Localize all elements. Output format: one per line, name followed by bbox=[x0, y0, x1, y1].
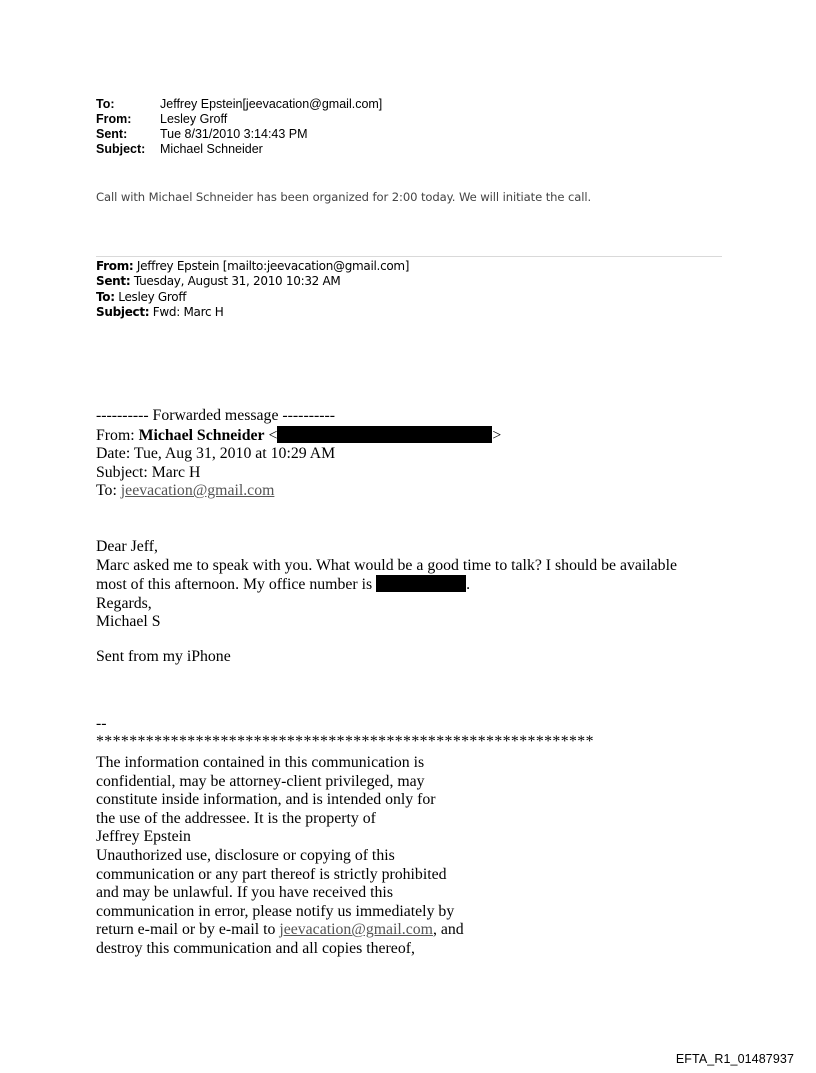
disclaimer-line bbox=[96, 921, 476, 940]
header-from-row bbox=[96, 112, 382, 127]
divider-rule bbox=[96, 256, 722, 257]
forwarded-from-close: > bbox=[492, 426, 502, 444]
forwarded-from-line bbox=[96, 426, 501, 446]
prev-from-value: Jeffrey Epstein [mailto:jeevacation@gmail.com] bbox=[136, 259, 410, 273]
redaction-email bbox=[277, 426, 492, 443]
previous-header bbox=[96, 259, 409, 320]
prev-subject-label: Subject: bbox=[96, 304, 150, 319]
forwarded-to-prefix: To: bbox=[96, 482, 121, 500]
header-to-row bbox=[96, 97, 382, 112]
disclaimer-line: constitute inside information, and is intended only for bbox=[96, 791, 436, 809]
subject-value: Michael Schneider bbox=[160, 142, 263, 156]
from-value: Lesley Groff bbox=[160, 112, 228, 126]
disclaimer-line: communication in error, please notify us immediately by bbox=[96, 902, 455, 920]
disclaimer-line: and may be unlawful. If you have received this bbox=[96, 884, 393, 902]
prev-sent-label: Sent: bbox=[96, 274, 131, 289]
disclaimer-line: destroy this communication and all copies thereof, bbox=[96, 939, 415, 957]
disclaimer-line: The information contained in this communication is bbox=[96, 754, 425, 771]
prev-sent-row bbox=[96, 274, 409, 289]
disclaimer-line: the use of the addressee. It is the property of bbox=[96, 809, 376, 827]
forwarded-divider: ---------- Forwarded message ---------- bbox=[96, 407, 336, 424]
disclaimer-stars: ************************************************************ bbox=[96, 733, 594, 750]
message-signature: Michael S bbox=[96, 613, 161, 631]
forwarded-block bbox=[96, 407, 501, 501]
disclaimer-line10-suffix: , and bbox=[432, 921, 464, 939]
message-greeting: Dear Jeff, bbox=[96, 538, 158, 555]
redaction-phone bbox=[376, 575, 466, 592]
from-label: From: bbox=[96, 112, 132, 126]
forwarded-to-email-link[interactable]: jeevacation@gmail.com bbox=[120, 482, 275, 500]
message-line2-prefix: most of this afternoon. My office number is bbox=[96, 576, 377, 594]
email-header bbox=[96, 97, 382, 157]
message-line1: Marc asked me to speak with you. What would be a good time to talk? I should be available bbox=[96, 556, 677, 574]
to-value: Jeffrey Epstein[jeevacation@gmail.com] bbox=[160, 97, 383, 111]
forwarded-from-open: < bbox=[268, 426, 278, 444]
sent-value: Tue 8/31/2010 3:14:43 PM bbox=[160, 127, 308, 141]
forwarded-from-name: Michael Schneider bbox=[138, 426, 265, 444]
forwarded-from-prefix: From: bbox=[96, 426, 139, 444]
header-subject-row bbox=[96, 142, 382, 157]
disclaimer-dash: -- bbox=[96, 715, 107, 732]
message-line2 bbox=[96, 575, 677, 595]
prev-to-value: Lesley Groff bbox=[118, 289, 187, 304]
message-body bbox=[96, 538, 677, 632]
to-label: To: bbox=[96, 97, 115, 111]
prev-subject-row bbox=[96, 305, 409, 320]
forwarded-subject-line: Subject: Marc H bbox=[96, 463, 201, 481]
prev-from-label: From: bbox=[96, 259, 134, 273]
message-line2-suffix: . bbox=[466, 576, 471, 594]
prev-to-row bbox=[96, 290, 409, 305]
subject-label: Subject: bbox=[96, 142, 146, 156]
document-id: EFTA_R1_01487937 bbox=[675, 1052, 794, 1066]
prev-from-row bbox=[96, 259, 409, 274]
disclaimer-line: Jeffrey Epstein bbox=[96, 828, 191, 846]
prev-subject-value: Fwd: Marc H bbox=[152, 304, 224, 319]
disclaimer-email-link[interactable]: jeevacation@gmail.com bbox=[279, 921, 433, 939]
disclaimer-line10-prefix: return e-mail or by e-mail to bbox=[96, 921, 280, 939]
sent-label: Sent: bbox=[96, 127, 128, 141]
forwarded-to-line bbox=[96, 482, 501, 501]
disclaimer-line: Unauthorized use, disclosure or copying of this bbox=[96, 846, 395, 864]
header-sent-row bbox=[96, 127, 382, 142]
forwarded-date-line: Date: Tue, Aug 31, 2010 at 10:29 AM bbox=[96, 445, 336, 463]
sent-from-iphone: Sent from my iPhone bbox=[96, 648, 231, 665]
message-closing: Regards, bbox=[96, 594, 152, 612]
disclaimer-line: communication or any part thereof is strictly prohibited bbox=[96, 865, 447, 883]
reply-note: Call with Michael Schneider has been organized for 2:00 today. We will initiate the call. bbox=[96, 190, 592, 204]
disclaimer-line: confidential, may be attorney-client privileged, may bbox=[96, 772, 425, 790]
prev-sent-value: Tuesday, August 31, 2010 10:32 AM bbox=[133, 274, 341, 289]
disclaimer-text bbox=[96, 754, 476, 959]
prev-to-label: To: bbox=[96, 289, 115, 304]
